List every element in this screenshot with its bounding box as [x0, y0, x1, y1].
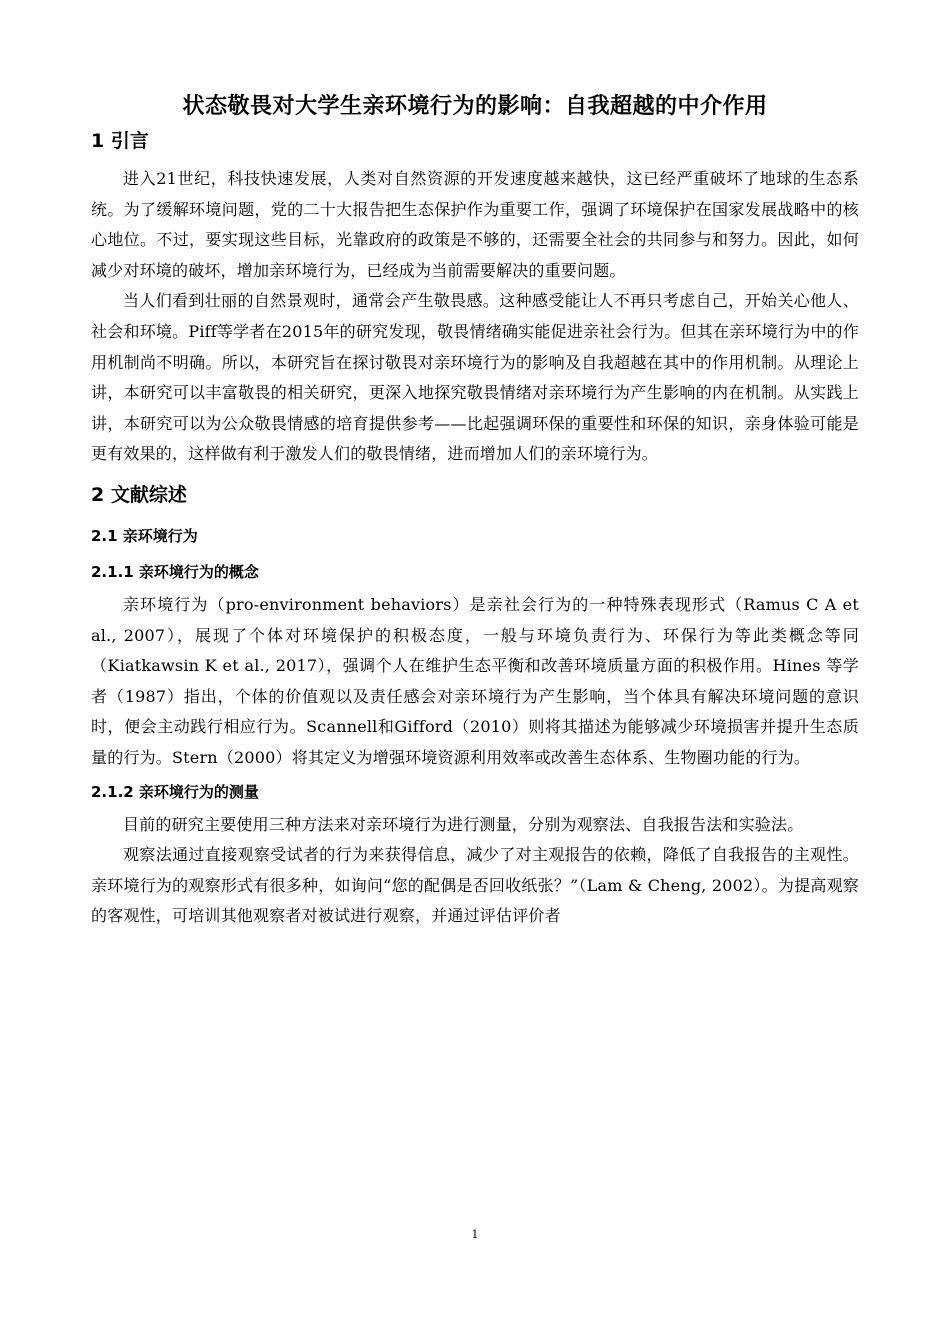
paragraph: 亲环境行为（pro-environment behaviors）是亲社会行为的一种特殊表现形式（Ramus C A et al., 2007），展现了个体对环境保护的积极态度，一般与环境负责行为、环保行为等此类概念等同（Kiatkawsin K et al., 2017），强调个人在维护生态平衡和改善环境质量方面的积极作用。Hines 等学者（1987）指出，个体的价值观以及责任感会对亲环境行为产生影响，当个体具有解决环境问题的意识时，便会主动践行相应行为。Scannell和Gifford（2010）则将其描述为能够减少环境损害并提升生态质量的行为。Stern（2000）将其定义为增强环境资源利用效率或改善生态体系、生物圈功能的行为。: [91, 594, 859, 767]
paragraph: 观察法通过直接观察受试者的行为来获得信息，减少了对主观报告的依赖，降低了自我报告的主观性。亲环境行为的观察形式有很多种，如询问“您的配偶是否回收纸张？”（Lam & Cheng, 2002）。为提高观察的客观性，可培训其他观察者对被试进行观察，并通过评估评价者: [91, 845, 859, 926]
paragraph: 目前的研究主要使用三种方法来对亲环境行为进行测量，分别为观察法、自我报告法和实验法。: [123, 814, 804, 834]
paper-title: 状态敬畏对大学生亲环境行为的影响：自我超越的中介作用: [182, 94, 768, 119]
paragraph: 当人们看到壮丽的自然景观时，通常会产生敬畏感。这种感受能让人不再只考虑自己，开始关心他人、社会和环境。Piff等学者在2015年的研究发现，敬畏情绪确实能促进亲社会行为。但其在亲环境行为中的作用机制尚不明确。所以，本研究旨在探讨敬畏对亲环境行为的影响及自我超越在其中的作用机制。从理论上讲，本研究可以丰富敬畏的相关研究，更深入地探究敬畏情绪对亲环境行为产生影响的内在机制。从实践上讲，本研究可以为公众敬畏情感的培育提供参考——比起强调环保的重要性和环保的知识，亲身体验可能是更有效果的，这样做有利于激发人们的敬畏情绪，进而增加人们的亲环境行为。: [91, 291, 859, 464]
page-number: 1: [471, 1228, 479, 1241]
section-heading-literature-review: 2 文献综述: [91, 483, 187, 506]
subsubsection-heading: 2.1.1 亲环境行为的概念: [91, 562, 259, 581]
subsection-heading: 2.1 亲环境行为: [91, 526, 198, 545]
subsubsection-heading: 2.1.2 亲环境行为的测量: [91, 782, 259, 801]
paragraph: 进入21世纪，科技快速发展，人类对自然资源的开发速度越来越快，这已经严重破坏了地球的生态系统。为了缓解环境问题，党的二十大报告把生态保护作为重要工作，强调了环境保护在国家发展战略中的核心地位。不过，要实现这些目标，光靠政府的政策是不够的，还需要全社会的共同参与和努力。因此，如何减少对环境的破坏，增加亲环境行为，已经成为当前需要解决的重要问题。: [91, 169, 859, 280]
section-heading-introduction: 1 引言: [91, 130, 149, 152]
